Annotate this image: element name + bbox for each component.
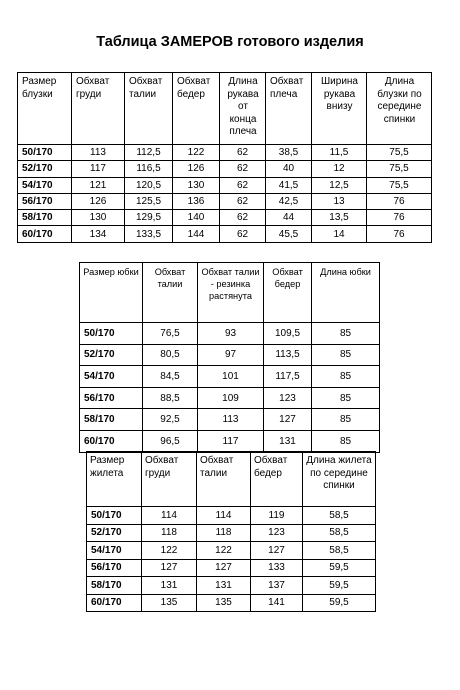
page-title: Таблица ЗАМЕРОВ готового изделия: [96, 34, 364, 50]
measurement-cell: 117,5: [264, 366, 312, 388]
measurement-cell: 76: [367, 210, 432, 226]
measurement-cell: 76: [367, 193, 432, 209]
table-row: [18, 161, 432, 177]
measurement-cell: 122: [173, 145, 220, 161]
measurement-cell: 85: [312, 409, 380, 431]
measurement-cell: 45,5: [266, 226, 312, 242]
table-row: [18, 145, 432, 161]
table-row: [80, 387, 380, 409]
measurement-cell: 121: [72, 177, 125, 193]
measurement-cell: 62: [220, 226, 266, 242]
measurement-cell: 129,5: [125, 210, 173, 226]
table-row: [18, 226, 432, 242]
table-row: [80, 344, 380, 366]
measurement-cell: 122: [197, 542, 251, 560]
column-header: Ширина рукава внизу: [312, 73, 367, 145]
size-cell: 60/170: [87, 594, 142, 612]
measurement-cell: 127: [142, 559, 197, 577]
column-header: Обхват талии: [125, 73, 173, 145]
measurement-cell: 75,5: [367, 161, 432, 177]
table-row: [87, 559, 376, 577]
measurement-cell: 119: [251, 507, 303, 525]
size-cell: 52/170: [87, 524, 142, 542]
measurement-cell: 127: [264, 409, 312, 431]
measurement-cell: 141: [251, 594, 303, 612]
measurement-cell: 97: [198, 344, 264, 366]
measurement-cell: 96,5: [143, 430, 198, 452]
table-row: [80, 430, 380, 452]
measurement-cell: 113,5: [264, 344, 312, 366]
vest-measurements-table: [86, 451, 376, 612]
measurement-cell: 114: [197, 507, 251, 525]
measurement-cell: 75,5: [367, 177, 432, 193]
column-header: Обхват бедер: [173, 73, 220, 145]
blouse-measurements-table: [17, 72, 432, 243]
column-header: Обхват талии: [197, 452, 251, 507]
measurement-cell: 135: [197, 594, 251, 612]
measurement-cell: 135: [142, 594, 197, 612]
measurement-cell: 122: [142, 542, 197, 560]
measurement-cell: 41,5: [266, 177, 312, 193]
measurement-cell: 117: [198, 430, 264, 452]
measurement-cell: 13,5: [312, 210, 367, 226]
column-header: Обхват бедер: [251, 452, 303, 507]
table-row: [18, 177, 432, 193]
column-header: Обхват талии: [143, 263, 198, 323]
measurement-cell: 85: [312, 344, 380, 366]
column-header: Длина блузки по середине спинки: [367, 73, 432, 145]
table-row: [80, 366, 380, 388]
column-header: Длина жилета по середине спинки: [303, 452, 376, 507]
measurement-cell: 85: [312, 387, 380, 409]
measurement-cell: 59,5: [303, 594, 376, 612]
measurement-cell: 140: [173, 210, 220, 226]
table-row: [18, 193, 432, 209]
measurement-cell: 59,5: [303, 559, 376, 577]
measurement-cell: 109: [198, 387, 264, 409]
size-cell: 50/170: [18, 145, 72, 161]
measurement-cell: 116,5: [125, 161, 173, 177]
measurement-cell: 126: [72, 193, 125, 209]
table-header-row: [80, 263, 380, 323]
table-row: [87, 594, 376, 612]
measurement-cell: 44: [266, 210, 312, 226]
measurement-cell: 109,5: [264, 323, 312, 345]
measurement-cell: 38,5: [266, 145, 312, 161]
column-header: Обхват бедер: [264, 263, 312, 323]
measurement-cell: 131: [264, 430, 312, 452]
table-row: [80, 323, 380, 345]
size-cell: 54/170: [87, 542, 142, 560]
column-header: Размер блузки: [18, 73, 72, 145]
table-header-row: [87, 452, 376, 507]
measurement-cell: 114: [142, 507, 197, 525]
measurement-cell: 13: [312, 193, 367, 209]
table-row: [87, 524, 376, 542]
measurement-cell: 136: [173, 193, 220, 209]
measurement-cell: 93: [198, 323, 264, 345]
measurement-cell: 112,5: [125, 145, 173, 161]
size-cell: 54/170: [18, 177, 72, 193]
column-header: Обхват талии - резинка растянута: [198, 263, 264, 323]
measurement-cell: 131: [197, 577, 251, 595]
size-cell: 56/170: [80, 387, 143, 409]
measurement-cell: 62: [220, 161, 266, 177]
measurement-cell: 134: [72, 226, 125, 242]
size-cell: 52/170: [80, 344, 143, 366]
measurement-cell: 113: [72, 145, 125, 161]
measurement-cell: 123: [264, 387, 312, 409]
measurement-cell: 88,5: [143, 387, 198, 409]
measurement-cell: 126: [173, 161, 220, 177]
size-cell: 50/170: [87, 507, 142, 525]
table-row: [18, 210, 432, 226]
measurement-cell: 92,5: [143, 409, 198, 431]
size-cell: 56/170: [18, 193, 72, 209]
measurement-cell: 62: [220, 177, 266, 193]
measurement-cell: 58,5: [303, 507, 376, 525]
skirt-measurements-table: [79, 262, 380, 453]
measurement-cell: 76: [367, 226, 432, 242]
measurement-cell: 130: [173, 177, 220, 193]
measurement-cell: 130: [72, 210, 125, 226]
measurement-cell: 125,5: [125, 193, 173, 209]
measurement-cell: 144: [173, 226, 220, 242]
column-header: Длина юбки: [312, 263, 380, 323]
column-header: Обхват плеча: [266, 73, 312, 145]
measurement-cell: 62: [220, 210, 266, 226]
table-row: [87, 542, 376, 560]
measurement-cell: 42,5: [266, 193, 312, 209]
measurement-cell: 76,5: [143, 323, 198, 345]
measurement-cell: 80,5: [143, 344, 198, 366]
column-header: Обхват груди: [142, 452, 197, 507]
table-header-row: [18, 73, 432, 145]
size-cell: 58/170: [80, 409, 143, 431]
size-cell: 60/170: [80, 430, 143, 452]
measurement-cell: 85: [312, 430, 380, 452]
measurement-cell: 127: [251, 542, 303, 560]
column-header: Размер юбки: [80, 263, 143, 323]
column-header: Размер жилета: [87, 452, 142, 507]
measurement-cell: 84,5: [143, 366, 198, 388]
measurement-cell: 58,5: [303, 524, 376, 542]
measurement-cell: 137: [251, 577, 303, 595]
measurement-cell: 58,5: [303, 542, 376, 560]
table-row: [80, 409, 380, 431]
size-cell: 58/170: [18, 210, 72, 226]
table-row: [87, 577, 376, 595]
measurement-cell: 133: [251, 559, 303, 577]
measurement-cell: 118: [142, 524, 197, 542]
measurement-cell: 75,5: [367, 145, 432, 161]
measurement-cell: 120,5: [125, 177, 173, 193]
measurement-cell: 123: [251, 524, 303, 542]
size-cell: 50/170: [80, 323, 143, 345]
measurement-cell: 133,5: [125, 226, 173, 242]
size-cell: 54/170: [80, 366, 143, 388]
measurement-cell: 118: [197, 524, 251, 542]
measurement-cell: 12,5: [312, 177, 367, 193]
table-row: [87, 507, 376, 525]
measurement-cell: 113: [198, 409, 264, 431]
measurement-cell: 85: [312, 366, 380, 388]
measurement-cell: 62: [220, 145, 266, 161]
measurement-cell: 127: [197, 559, 251, 577]
column-header: Длина рукава от конца плеча: [220, 73, 266, 145]
measurement-cell: 101: [198, 366, 264, 388]
measurement-cell: 40: [266, 161, 312, 177]
measurement-cell: 14: [312, 226, 367, 242]
measurement-cell: 131: [142, 577, 197, 595]
measurement-cell: 62: [220, 193, 266, 209]
measurement-cell: 59,5: [303, 577, 376, 595]
size-cell: 60/170: [18, 226, 72, 242]
measurement-cell: 12: [312, 161, 367, 177]
measurement-cell: 11,5: [312, 145, 367, 161]
column-header: Обхват груди: [72, 73, 125, 145]
size-cell: 56/170: [87, 559, 142, 577]
measurement-cell: 117: [72, 161, 125, 177]
measurement-cell: 85: [312, 323, 380, 345]
size-cell: 58/170: [87, 577, 142, 595]
size-cell: 52/170: [18, 161, 72, 177]
